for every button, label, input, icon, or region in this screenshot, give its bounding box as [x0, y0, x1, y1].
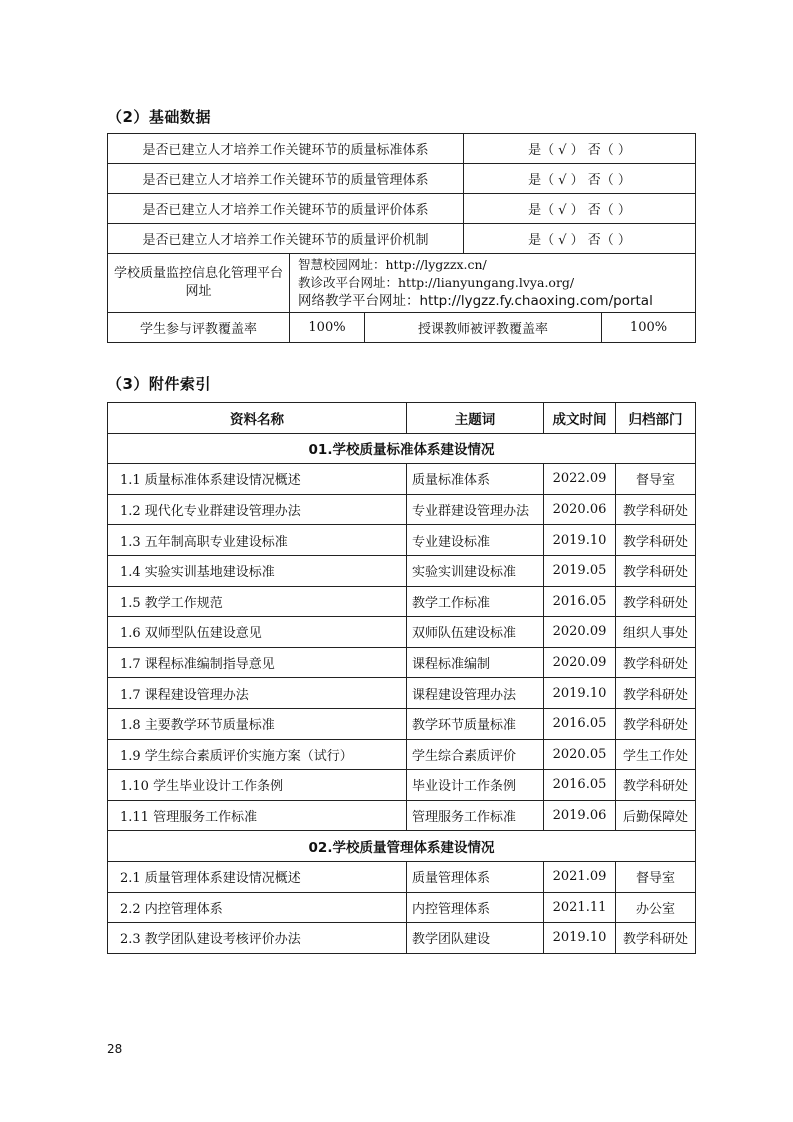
date-cell: 2016.05 [544, 770, 616, 801]
department-cell: 教学科研处 [616, 525, 696, 556]
date-cell: 2021.09 [544, 861, 616, 892]
document-name: 1.10 学生毕业设计工作条例 [108, 770, 407, 801]
date-cell: 2022.09 [544, 464, 616, 495]
document-name: 2.3 教学团队建设考核评价办法 [108, 923, 407, 954]
date-cell: 2019.10 [544, 923, 616, 954]
department-cell: 学生工作处 [616, 739, 696, 770]
document-name: 1.2 现代化专业群建设管理办法 [108, 494, 407, 525]
date-cell: 2020.09 [544, 647, 616, 678]
table-row [108, 923, 696, 954]
table-row [108, 464, 696, 495]
question-cell: 是否已建立人才培养工作关键环节的质量评价体系 [108, 194, 464, 224]
document-name: 1.11 管理服务工作标准 [108, 800, 407, 831]
page-number: 28 [107, 1042, 123, 1056]
department-cell: 教学科研处 [616, 494, 696, 525]
basic-data-title: （2）基础数据 [107, 108, 211, 126]
document-name: 1.3 五年制高职专业建设标准 [108, 525, 407, 556]
table-header-row [108, 403, 696, 434]
keyword-cell: 教学环节质量标准 [407, 708, 544, 739]
document-name: 2.2 内控管理体系 [108, 892, 407, 923]
document-name: 1.9 学生综合素质评价实施方案（试行） [108, 739, 407, 770]
table-row [108, 134, 696, 164]
date-cell: 2016.05 [544, 586, 616, 617]
keyword-cell: 学生综合素质评价 [407, 739, 544, 770]
department-cell: 教学科研处 [616, 678, 696, 709]
department-cell: 组织人事处 [616, 617, 696, 648]
platform-label: 学校质量监控信息化管理平台网址 [108, 254, 290, 313]
basic-data-table [107, 133, 696, 343]
date-cell: 2019.05 [544, 555, 616, 586]
header-date: 成文时间 [544, 403, 616, 434]
attachments-title: （3）附件索引 [107, 375, 211, 393]
table-row [108, 800, 696, 831]
table-row [108, 708, 696, 739]
table-row [108, 254, 696, 313]
answer-cell: 是（ √ ） 否（ ） [464, 194, 696, 224]
teaching-platform-url[interactable]: 网络教学平台网址：http://lygzz.fy.chaoxing.com/portal [298, 293, 653, 309]
attachments-table [107, 402, 696, 954]
group-row [108, 433, 696, 464]
department-cell: 教学科研处 [616, 770, 696, 801]
keyword-cell: 教学工作标准 [407, 586, 544, 617]
platform-urls [290, 254, 696, 313]
date-cell: 2020.09 [544, 617, 616, 648]
keyword-cell: 毕业设计工作条例 [407, 770, 544, 801]
keyword-cell: 质量管理体系 [407, 861, 544, 892]
document-name: 1.1 质量标准体系建设情况概述 [108, 464, 407, 495]
header-dept: 归档部门 [616, 403, 696, 434]
table-row [108, 739, 696, 770]
teacher-coverage-label: 授课教师被评教覆盖率 [365, 313, 602, 343]
teacher-coverage-value: 100% [602, 313, 696, 343]
group-title: 01.学校质量标准体系建设情况 [108, 433, 696, 464]
table-row [108, 194, 696, 224]
answer-cell: 是（ √ ） 否（ ） [464, 134, 696, 164]
document-name: 1.6 双师型队伍建设意见 [108, 617, 407, 648]
date-cell: 2016.05 [544, 708, 616, 739]
keyword-cell: 专业建设标准 [407, 525, 544, 556]
department-cell: 教学科研处 [616, 586, 696, 617]
table-row [108, 494, 696, 525]
document-name: 1.4 实验实训基地建设标准 [108, 555, 407, 586]
document-name: 1.8 主要教学环节质量标准 [108, 708, 407, 739]
date-cell: 2019.10 [544, 525, 616, 556]
table-row [108, 892, 696, 923]
department-cell: 办公室 [616, 892, 696, 923]
table-row [108, 313, 696, 343]
answer-cell: 是（ √ ） 否（ ） [464, 164, 696, 194]
department-cell: 后勤保障处 [616, 800, 696, 831]
department-cell: 教学科研处 [616, 708, 696, 739]
answer-cell: 是（ √ ） 否（ ） [464, 224, 696, 254]
attachments-body [108, 433, 696, 953]
document-name: 1.5 教学工作规范 [108, 586, 407, 617]
keyword-cell: 实验实训建设标准 [407, 555, 544, 586]
diagnosis-platform-url[interactable]: 教诊改平台网址：http://lianyungang.lvya.org/ [298, 275, 575, 290]
group-row [108, 831, 696, 862]
table-row [108, 861, 696, 892]
table-row [108, 586, 696, 617]
keyword-cell: 课程建设管理办法 [407, 678, 544, 709]
table-row [108, 224, 696, 254]
table-row [108, 770, 696, 801]
keyword-cell: 双师队伍建设标准 [407, 617, 544, 648]
department-cell: 教学科研处 [616, 555, 696, 586]
student-coverage-value: 100% [290, 313, 365, 343]
date-cell: 2021.11 [544, 892, 616, 923]
table-row [108, 164, 696, 194]
keyword-cell: 内控管理体系 [407, 892, 544, 923]
table-row [108, 617, 696, 648]
question-cell: 是否已建立人才培养工作关键环节的质量管理体系 [108, 164, 464, 194]
group-title: 02.学校质量管理体系建设情况 [108, 831, 696, 862]
department-cell: 教学科研处 [616, 647, 696, 678]
keyword-cell: 管理服务工作标准 [407, 800, 544, 831]
department-cell: 教学科研处 [616, 923, 696, 954]
question-cell: 是否已建立人才培养工作关键环节的质量标准体系 [108, 134, 464, 164]
header-name: 资料名称 [108, 403, 407, 434]
document-name: 2.1 质量管理体系建设情况概述 [108, 861, 407, 892]
student-coverage-label: 学生参与评教覆盖率 [108, 313, 290, 343]
keyword-cell: 课程标准编制 [407, 647, 544, 678]
department-cell: 督导室 [616, 464, 696, 495]
campus-url[interactable]: 智慧校园网址：http://lygzzx.cn/ [298, 257, 487, 272]
table-row [108, 555, 696, 586]
date-cell: 2019.10 [544, 678, 616, 709]
document-name: 1.7 课程建设管理办法 [108, 678, 407, 709]
question-cell: 是否已建立人才培养工作关键环节的质量评价机制 [108, 224, 464, 254]
document-name: 1.7 课程标准编制指导意见 [108, 647, 407, 678]
date-cell: 2020.06 [544, 494, 616, 525]
date-cell: 2020.05 [544, 739, 616, 770]
keyword-cell: 专业群建设管理办法 [407, 494, 544, 525]
table-row [108, 525, 696, 556]
table-row [108, 678, 696, 709]
keyword-cell: 教学团队建设 [407, 923, 544, 954]
date-cell: 2019.06 [544, 800, 616, 831]
department-cell: 督导室 [616, 861, 696, 892]
keyword-cell: 质量标准体系 [407, 464, 544, 495]
header-keyword: 主题词 [407, 403, 544, 434]
table-row [108, 647, 696, 678]
